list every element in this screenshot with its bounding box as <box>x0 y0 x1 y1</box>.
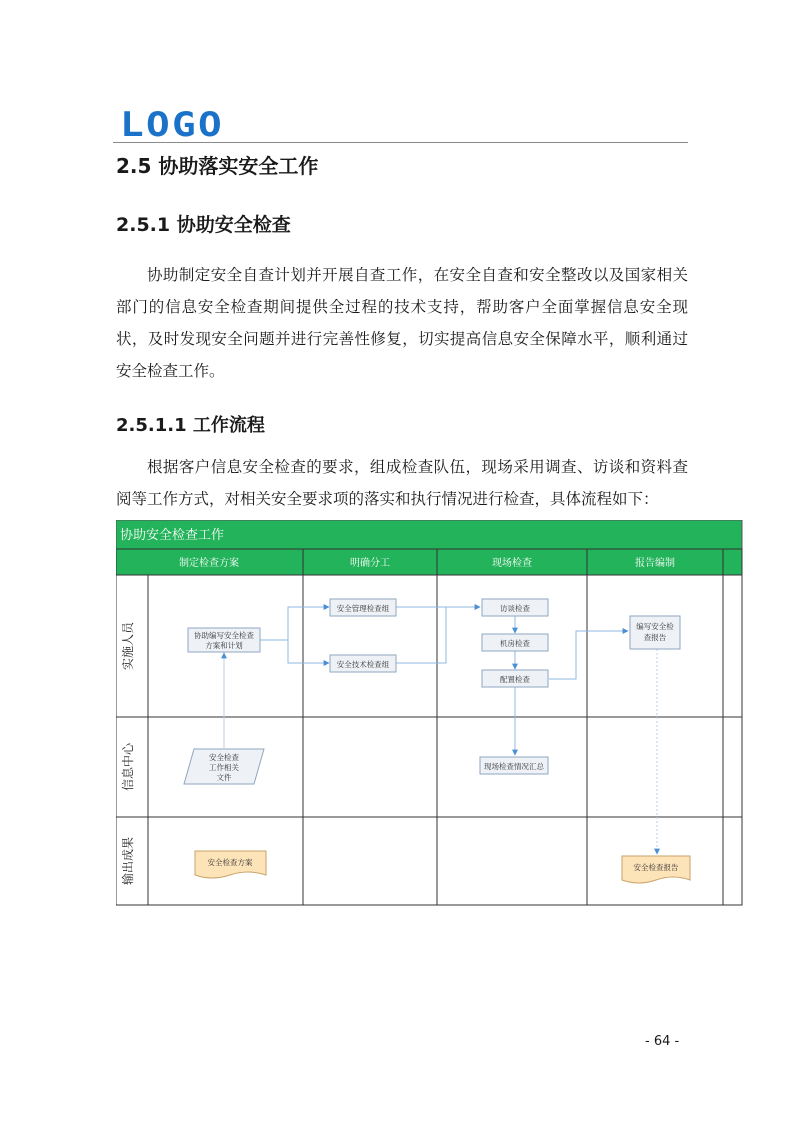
logo-text: LOGO <box>120 106 224 140</box>
subsubsection-heading: 2.5.1.1 工作流程 <box>116 415 265 436</box>
body-paragraph-2: 根据客户信息安全检查的要求，组成检查队伍，现场采用调查、访谈和资料查阅等工作方式，对相关安全要求项的落实和执行情况进行检查，具体流程如下： <box>116 458 688 508</box>
body-paragraph-1: 协助制定安全自查计划并开展自查工作，在安全自查和安全整改以及国家相关部门的信息安全检查期间提供全过程的技术支持，帮助客户全面掌握信息安全现状，及时发现安全问题并进行完善性修复，切实提高信息安全保障水平，顺利通过安全检查工作。 <box>116 266 688 380</box>
column-header-plan: 制定检查方案 <box>179 558 239 569</box>
node-mgmt-group <box>330 599 396 616</box>
svg-text:安全技术检查组: 安全技术检查组 <box>336 660 390 669</box>
svg-text:配置检查: 配置检查 <box>500 675 530 684</box>
company-logo <box>118 106 228 140</box>
svg-text:访谈检查: 访谈检查 <box>500 604 530 613</box>
svg-text:协助编写安全检查: 协助编写安全检查 <box>194 631 254 640</box>
node-config <box>482 670 548 687</box>
node-summary <box>480 757 548 774</box>
node-machine-room <box>482 634 548 651</box>
node-report-write <box>630 616 680 649</box>
subsection-heading: 2.5.1 协助安全检查 <box>116 214 291 236</box>
svg-text:现场检查情况汇总: 现场检查情况汇总 <box>484 762 544 771</box>
svg-text:编写安全检: 编写安全检 <box>636 622 674 631</box>
svg-text:文件: 文件 <box>216 773 232 782</box>
svg-text:查报告: 查报告 <box>643 633 667 642</box>
section-heading: 2.5 协助落实安全工作 <box>116 154 319 178</box>
lane-label-implementers: 实施人员 <box>121 621 135 671</box>
svg-text:机房检查: 机房检查 <box>500 639 530 648</box>
column-header-onsite: 现场检查 <box>492 558 532 569</box>
flowchart <box>116 520 743 908</box>
node-docs <box>184 749 264 784</box>
lane-label-info-center: 信息中心 <box>121 742 135 792</box>
header-divider <box>113 142 688 143</box>
node-tech-group <box>330 655 396 672</box>
page-number: - 64 - <box>645 1034 680 1049</box>
flowchart-title: 协助安全检查工作 <box>120 528 225 543</box>
lane-label-output: 输出成果 <box>121 836 135 886</box>
node-plan <box>188 628 260 652</box>
svg-text:安全检查报告: 安全检查报告 <box>633 863 679 872</box>
column-header-division: 明确分工 <box>350 558 390 569</box>
svg-text:安全检查: 安全检查 <box>209 753 239 762</box>
svg-text:安全检查方案: 安全检查方案 <box>207 858 253 867</box>
svg-text:安全管理检查组: 安全管理检查组 <box>336 604 390 613</box>
node-interview <box>482 599 548 616</box>
svg-text:方案和计划: 方案和计划 <box>205 641 243 650</box>
column-header-report: 报告编制 <box>635 558 675 569</box>
svg-text:工作相关: 工作相关 <box>209 763 239 772</box>
